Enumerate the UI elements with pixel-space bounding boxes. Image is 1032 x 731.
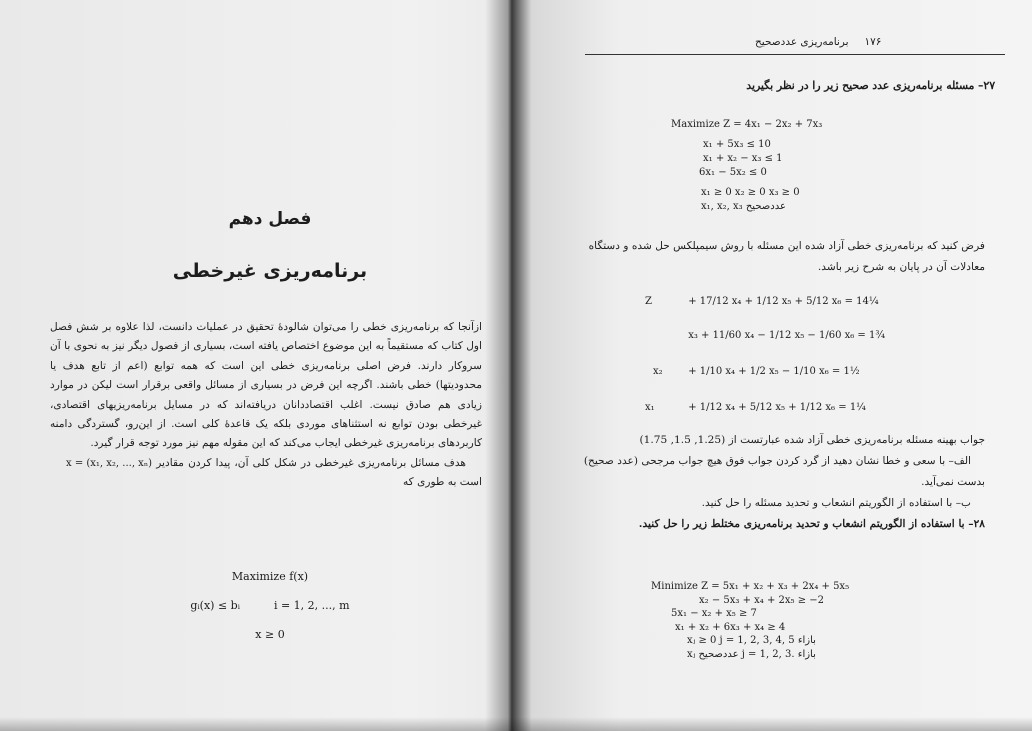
problem-28-text: ۲۸– با استفاده از الگوریتم انشعاب و تحدید برنامه‌ریزی مختلط زیر را حل کنید.: [638, 518, 985, 530]
chapter-title: برنامه‌ریزی غیرخطی: [172, 260, 368, 282]
p27-objective: Maximize Z = 4x₁ − 2x₂ + 7x₃: [671, 119, 823, 130]
formula-constraint-left: gᵢ(x) ≤ bᵢ: [190, 599, 240, 612]
tableau-basic: x₁: [645, 402, 655, 413]
tableau-rhs: 1¾: [869, 330, 886, 341]
header-rule: [585, 54, 1005, 55]
part-a-text: الف– با سعی و خطا نشان دهید از گرد کردن جواب فوق هیچ جواب مرجحی (عدد صحیح) بدست نمی‌آید.: [583, 455, 985, 488]
p28-objective: Minimize Z = 5x₁ + x₂ + x₃ + 2x₄ + 5x₅: [651, 581, 850, 592]
formula-constraint-right: i = 1, 2, ..., m: [273, 599, 350, 612]
tableau-rhs: 1½: [843, 366, 860, 377]
answer-text: جواب بهینه مسئله برنامه‌ریزی خطی آزاد شده عبارتست از (1.25, 1.5, 1.75): [639, 434, 985, 446]
problem-27-heading: [555, 76, 995, 96]
problem-28-model: [651, 580, 849, 661]
problem-27-model: [671, 118, 822, 214]
answer-and-parts: [555, 430, 985, 535]
page-number: ۱۷۶: [864, 36, 882, 48]
tableau-expr: + 17/12 x₄ + 1/12 x₅ + 5/12 x₆ =: [688, 296, 857, 307]
p28-constraint-1: x₂ − 5x₃ + x₄ + 2x₅ ≥ −2: [699, 594, 825, 606]
chapter-number: فصل دهم: [228, 209, 312, 229]
general-nlp-formulation: [170, 562, 370, 649]
p27-constraint-1: x₁ + 5x₃ ≤ 10: [703, 139, 771, 150]
tableau-basic: Z: [645, 296, 652, 307]
tableau-row-x2: [653, 366, 860, 377]
formula-nonneg: x ≥ 0: [255, 628, 285, 641]
tableau-rhs: 14¼: [856, 296, 879, 307]
intro-paragraph: [50, 318, 482, 493]
right-page: [515, 0, 1032, 731]
formula-objective: Maximize f(x): [231, 570, 309, 583]
p27-constraint-2: x₁ + x₂ − x₃ ≤ 1: [703, 153, 783, 164]
relaxation-paragraph: [555, 236, 985, 278]
p28-constraint-3: x₁ + x₂ + 6x₃ + x₄ ≥ 4: [675, 621, 786, 633]
relaxation-text: فرض کنید که برنامه‌ریزی خطی آزاد شده این مسئله با روش سیمپلکس حل شده و دستگاه معادلات آن در پایان به شرح زیر باشد.: [588, 240, 985, 273]
goal-vector: x = (x₁, x₂, ..., xₙ): [66, 457, 153, 469]
tableau-row-x3: [665, 330, 885, 341]
tableau-basic: x₂: [653, 366, 663, 377]
intro-text: ازآنجا که برنامه‌ریزی خطی را می‌توان شالودهٔ تحقیق در عملیات دانست، لذا علاوه بر شش فصل اول کتاب که مستقیماً به این موضوع اختصاص یافته است، بسیاری از فصول دیگر نیز به نحوی با آن سروکار دارند. فرض اصلی برنامه‌ریزی خطی این است که همه توابع (اعم از تابع هدف یا محدودیتها) خطی باشند. اگرچه این فرض در بسیاری از مسائل واقعی برقرار است لیکن در موارد زیادی هم صادق نیست. اغلب اقتصاددانان دریافته‌اند که در مسایل برنامه‌ریزیهای اقتصادی، غیرخطی بودن توابع نه استثناهای موردی بلکه یک قاعدهٔ کلی است. از این‌رو، گستردگی دامنه کاربردهای برنامه‌ریزی غیرخطی ایجاب می‌کند که این مقوله مهم نیز مورد توجه قرار گیرد.: [50, 321, 482, 450]
tableau-row-z: [645, 296, 879, 307]
p28-nonneg: xⱼ ≥ 0 j = 1, 2, 3, 4, 5 بازاء: [687, 635, 816, 646]
final-simplex-equations: [645, 296, 965, 426]
running-header: [755, 36, 995, 48]
tableau-expr: + 1/10 x₄ + 1/2 x₅ − 1/10 x₆ =: [688, 366, 844, 377]
tableau-row-x1: [645, 402, 866, 413]
left-page: [0, 0, 505, 731]
goal-line-2: است به طوری که: [403, 476, 482, 489]
running-head: برنامه‌ریزی عددصحیح: [755, 36, 849, 48]
goal-line: هدف مسائل برنامه‌ریزی غیرخطی در شکل کلی آن، پیدا کردن مقادیر: [156, 456, 467, 469]
formula-constraint-row: [170, 591, 370, 620]
problem-27-text: ۲۷– مسئله برنامه‌ریزی عدد صحیح زیر را در نظر بگیرید: [746, 79, 995, 92]
tableau-expr: x₃ + 11/60 x₄ − 1/12 x₅ − 1/60 x₆ =: [688, 330, 869, 341]
p28-constraint-2: 5x₁ − x₂ + x₅ ≥ 7: [671, 608, 757, 619]
part-b-text: ب– با استفاده از الگوریتم انشعاب و تحدید مسئله را حل کنید.: [701, 497, 971, 509]
p27-constraint-3: 6x₁ − 5x₂ ≤ 0: [699, 167, 767, 178]
tableau-rhs: 1¼: [849, 402, 866, 413]
goal-text: [50, 454, 482, 493]
p28-integer: xⱼ عددصحیح j = 1, 2, 3. بازاء: [687, 648, 816, 660]
p27-nonneg: x₁ ≥ 0 x₂ ≥ 0 x₃ ≥ 0: [701, 187, 800, 198]
tableau-expr: + 1/12 x₄ + 5/12 x₅ + 1/12 x₆ =: [688, 402, 850, 413]
p27-integer: x₁, x₂, x₃ عددصحیح: [701, 201, 786, 212]
